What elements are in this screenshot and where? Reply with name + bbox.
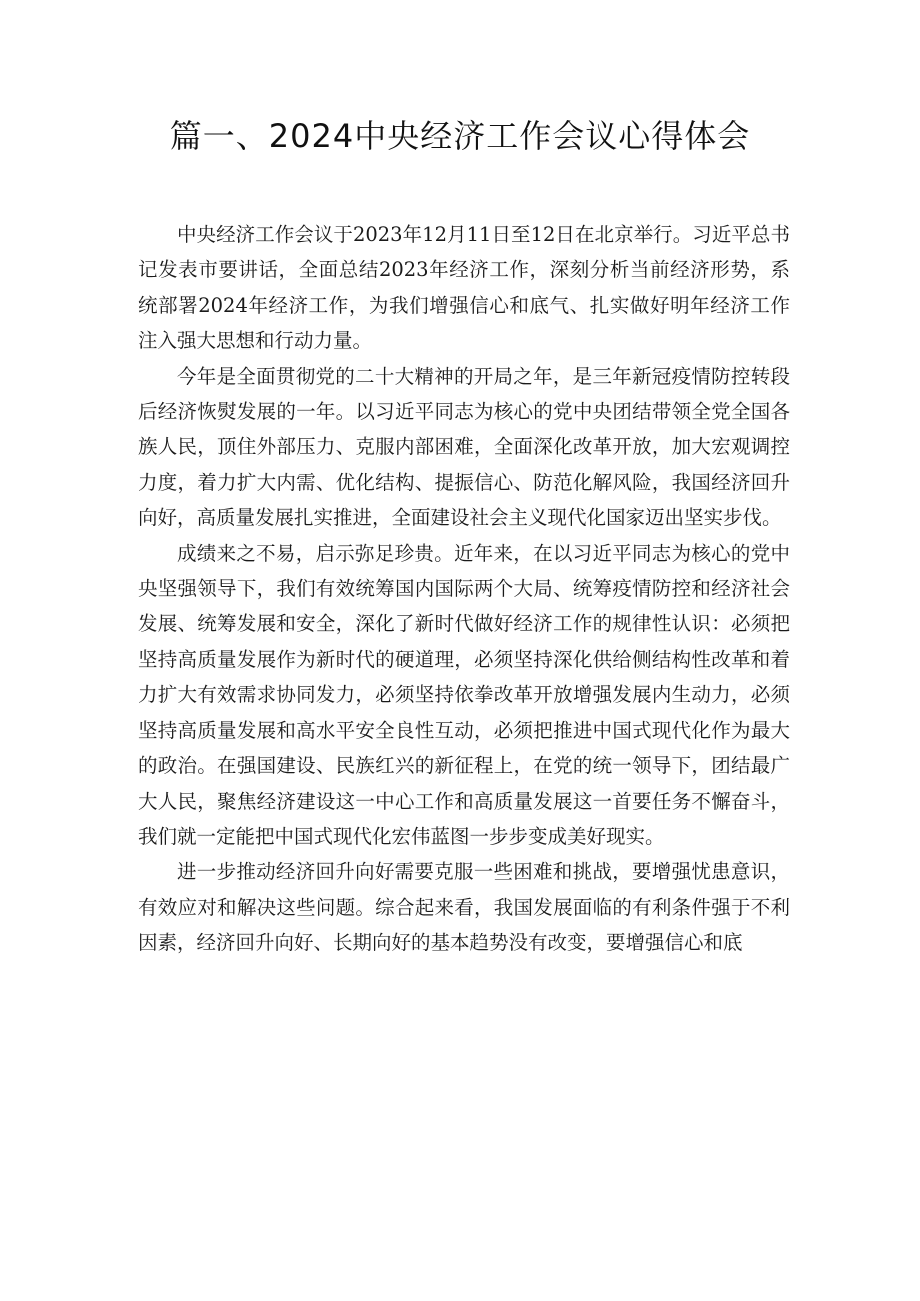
paragraph-4: 进一步推动经济回升向好需要克服一些困难和挑战，要增强忧患意识，有效应对和解决这些问题。综合起来看，我国发展面临的有利条件强于不利因素，经济回升向好、长期向好的基本趋势没有改变，要增强信心和底 bbox=[138, 860, 790, 955]
document-body bbox=[138, 217, 790, 961]
paragraph-1: 中央经济工作会议于2023年12月11日至12日在北京举行。习近平总书记发表市要讲话，全面总结2023年经济工作，深刻分析当前经济形势，系统部署2024年经济工作，为我们增强信心和底气、扎实做好明年经济工作注入强大思想和行动力量。 bbox=[138, 223, 790, 353]
document-title: 篇一、2024中央经济工作会议心得体会 bbox=[169, 117, 751, 155]
paragraph-2: 今年是全面贯彻党的二十大精神的开局之年，是三年新冠疫情防控转段后经济恢熨发展的一年。以习近平同志为核心的党中央团结带领全党全国各族人民，顶住外部压力、克服内部困难，全面深化改革开放，加大宏观调控力度，着力扩大内需、优化结构、提振信心、防范化解风险，我国经济回升向好，高质量发展扎实推进，全面建设社会主义现代化国家迈出坚实步伐。 bbox=[138, 364, 790, 530]
paragraph-3: 成绩来之不易，启示弥足珍贵。近年来，在以习近平同志为核心的党中央坚强领导下，我们有效统筹国内国际两个大局、统筹疫情防控和经济社会发展、统筹发展和安全，深化了新时代做好经济工作的规律性认识：必须把坚持高质量发展作为新时代的硬道理，必须坚持深化供给侧结构性改革和着力扩大有效需求协同发力，必须坚持依拳改革开放增强发展内生动力，必须坚持高质量发展和高水平安全良性互动，必须把推进中国式现代化作为最大的政治。在强国建设、民族红兴的新征程上，在党的统一领导下，团结最广大人民，聚焦经济建设这一中心工作和高质量发展这一首要任务不懈奋斗，我们就一定能把中国式现代化宏伟蓝图一步步变成美好现实。 bbox=[138, 541, 790, 848]
